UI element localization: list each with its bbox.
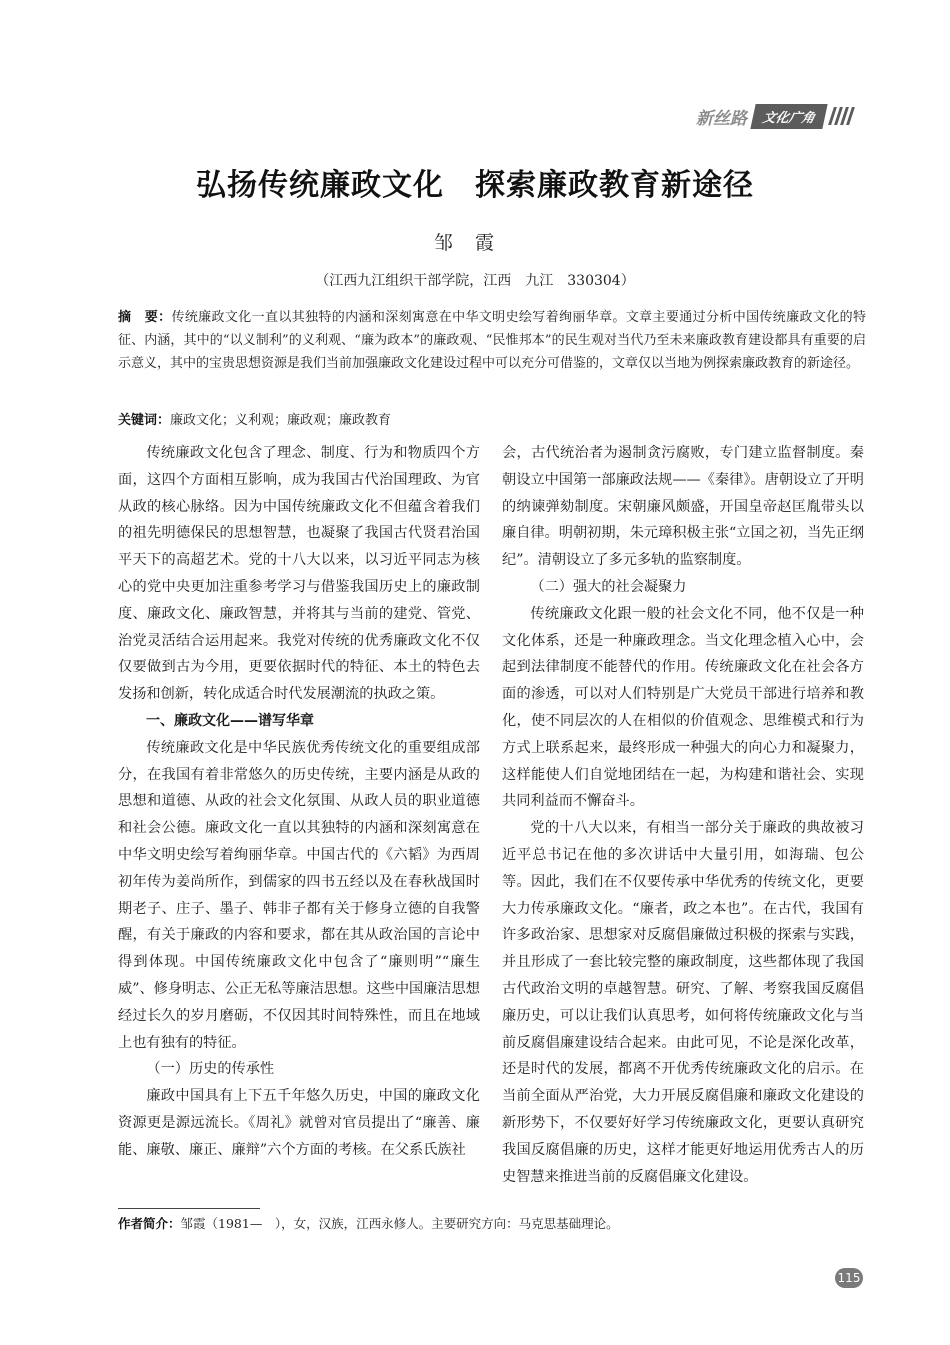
body-column-left xyxy=(118,440,480,1164)
keywords-text: 廉政文化；义利观；廉政观；廉政教育 xyxy=(170,413,392,428)
decorative-stripes-icon xyxy=(831,107,852,125)
abstract-text: 传统廉政文化一直以其独特的内涵和深刻寓意在中华文明史绘写着绚丽华章。文章主要通过分析中国传统廉政文化的特征、内涵，其中的“以义制利”的义利观、“廉为政本”的廉政观、“民惟邦本”的民生观对当代乃至未来廉政教育建设都具有重要的启示意义，其中的宝贵思想资源是我们当前加强廉政文化建设过程中可以充分可借鉴的，文章仅以当地为例探索廉政教育的新途径。 xyxy=(118,310,866,371)
article-title: 弘扬传统廉政文化 探索廉政教育新途径 xyxy=(196,168,754,203)
subsection-heading: （二）强大的社会凝聚力 xyxy=(530,578,687,595)
abstract xyxy=(118,306,866,375)
keywords xyxy=(118,410,866,432)
paragraph: 传统廉政文化跟一般的社会文化不同，他不仅是一种文化体系，还是一种廉政理念。当文化理念植入心中，会起到法律制度不能替代的作用。传统廉政文化在社会各方面的渗透，可以对人们特别是广大党员干部进行培养和教化，使不同层次的人在相似的价值观念、思维模式和行为方式上联系起来，最终形成一种强大的向心力和凝聚力，这样能使人们自觉地团结在一起，为构建和谐社会、实现共同利益而不懈奋斗。 xyxy=(502,605,864,810)
paragraph: 党的十八大以来，有相当一部分关于廉政的典故被习近平总书记在他的多次讲话中大量引用，如海瑞、包公等。因此，我们在不仅要传承中华优秀的传统文化，更要大力传承廉政文化。“廉者，政之本也”。在古代，我国有许多政治家、思想家对反腐倡廉做过积极的探索与实践，并且形成了一套比较完整的廉政制度，这些都体现了我国古代政治文明的卓越智慧。研究、了解、考察我国反腐倡廉历史，可以让我们认真思考，如何将传统廉政文化与当前反腐倡廉建设结合起来。由此可见，不论是深化改革，还是时代的发展，都离不开优秀传统廉政文化的启示。在当前全面从严治党，大力开展反腐倡廉和廉政文化建设的新形势下，不仅要好好学习传统廉政文化，更要认真研究我国反腐倡廉的历史，这样才能更好地运用优秀古人的历史智慧来推进当前的反腐倡廉文化建设。 xyxy=(502,820,864,1185)
section-heading: 一、廉政文化——谱写华章 xyxy=(146,712,314,729)
abstract-label: 摘 要： xyxy=(118,310,172,325)
footnote-divider xyxy=(118,1208,260,1209)
journal-brand-logo: 新丝路 xyxy=(696,108,747,129)
paragraph: 传统廉政文化是中华民族优秀传统文化的重要组成部分，在我国有着非常悠久的历史传统，主要内涵是从政的思想和道德、从政的社会文化氛围、从政人员的职业道德和社会公德。廉政文化一直以其独特的内涵和深刻寓意在中华文明史绘写着绚丽华章。中国古代的《六韬》为西周初年传为姜尚所作，到儒家的四书五经以及在春秋战国时期老子、庄子、墨子、韩非子都有关于修身立德的自我警醒，有关于廉政的内容和要求，都在其从政治国的言论中得到体现。中国传统廉政文化中包含了“廉则明”“廉生威”、修身明志、公正无私等廉洁思想。这些中国廉洁思想经过长久的岁月磨砺，不仅因其时间特殊性，而且在地域上也有独有的特征。 xyxy=(118,739,480,1051)
author-bio-footnote xyxy=(118,1214,866,1234)
journal-section-tag xyxy=(696,104,852,128)
footnote-label: 作者简介： xyxy=(118,1216,181,1231)
page-number: 115 xyxy=(835,1268,863,1288)
subsection-heading: （一）历史的传承性 xyxy=(146,1061,275,1078)
footnote-text: 邹霞（1981— ），女，汉族，江西永修人。主要研究方向：马克思基础理论。 xyxy=(180,1216,619,1231)
author-affiliation: （江西九江组织干部学院，江西 九江 330304） xyxy=(315,273,635,289)
keywords-label: 关键词： xyxy=(118,413,171,428)
author-name: 邹霞 xyxy=(433,232,516,254)
paragraph-continued: 会，古代统治者为遏制贪污腐败，专门建立监督制度。秦朝设立中国第一部廉政法规——《秦律》。唐朝设立了开明的纳谏弹劾制度。宋朝廉风颇盛，开国皇帝赵匡胤带头以廉自律。明朝初期，朱元璋积极主张“立国之初，当先正纲纪”。清朝设立了多元多轨的监察制度。 xyxy=(502,445,864,569)
body-column-right xyxy=(502,440,864,1190)
section-label: 文化广角 xyxy=(750,104,827,129)
paragraph: 廉政中国具有上下五千年悠久历史，中国的廉政文化资源更是源远流长。《周礼》就曾对官员提出了“廉善、廉能、廉敬、廉正、廉辩”六个方面的考核。在父系氏族社 xyxy=(118,1088,480,1158)
paragraph: 传统廉政文化包含了理念、制度、行为和物质四个方面，这四个方面相互影响，成为我国古代治国理政、为官从政的核心脉络。因为中国传统廉政文化不但蕴含着我们的祖先明德保民的思想智慧，也凝聚了我国古代贤君治国平天下的高超艺术。党的十八大以来，以习近平同志为核心的党中央更加注重参考学习与借鉴我国历史上的廉政制度、廉政文化、廉政智慧，并将其与当前的建党、管党、治党灵活结合运用起来。我党对传统的优秀廉政文化不仅仅要做到古为今用，更要依据时代的特征、本土的特色去发扬和创新，转化成适合时代发展潮流的执政之策。 xyxy=(118,445,480,703)
